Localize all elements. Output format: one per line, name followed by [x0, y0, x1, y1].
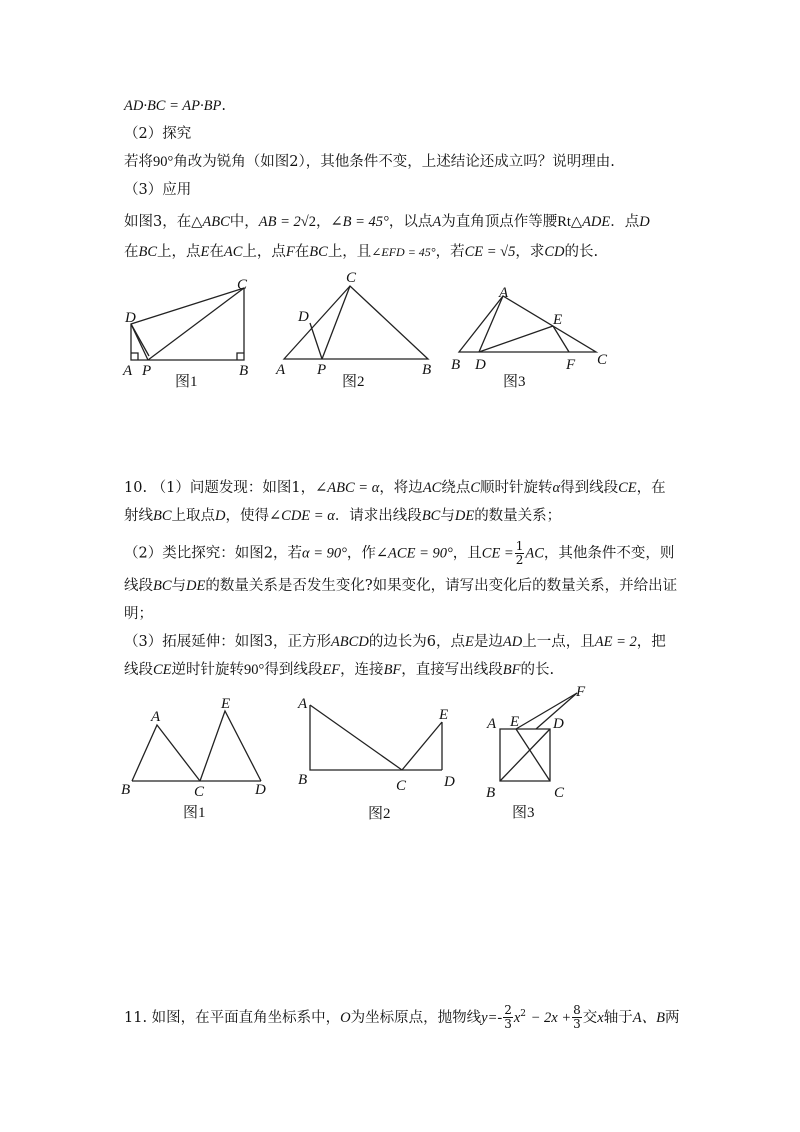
p9-fig1-label-B: B: [239, 363, 249, 379]
p11-number: 11.: [124, 1009, 148, 1026]
p9-fig3-triangle: [459, 296, 596, 352]
p10-fig3-label-A: A: [487, 716, 497, 732]
p9-fig2-caption: 图2: [342, 374, 365, 390]
p10-fig3-label-B: B: [486, 785, 496, 801]
p9-fig2-pc: [322, 286, 350, 359]
p10-number: 10.: [124, 480, 148, 496]
p9-fig3-label-D: D: [475, 357, 486, 373]
p10-fig3-caption: 图3: [512, 805, 535, 821]
p11-line1: 11. 如图，在平面直角坐标系中，O为坐标原点，抛物线y=- $\frac{2}{3}$ $x^2 - 2x$ + $\frac{8}{3}$ 交x轴于A、B两: [124, 1003, 680, 1032]
p10-line2: 射线BC上取点D，使得∠CDE = α．请求出线段BC与DE的数量关系；: [124, 508, 562, 524]
p10-fig1-triangle-abc: [132, 725, 200, 781]
p9-fig2-label-C: C: [346, 270, 357, 286]
p9-fig2-dp: [310, 323, 322, 359]
p9-fig3-ad: [479, 296, 503, 352]
p10-fig2-label-C: C: [396, 778, 407, 794]
p10-figure-3: [478, 684, 598, 824]
p9-part2-label: （2）探究: [124, 126, 192, 142]
p9-fig1-pc: [148, 288, 244, 360]
p9-fig3-caption: 图3: [503, 374, 526, 390]
p9-fig3-label-F: F: [566, 357, 576, 373]
p9-part3-line1: 如图3，在△ABC中，AB = 2√2，∠B = 45°，以点A为直角顶点作等腰Rt△ADE．点D: [124, 214, 650, 230]
p9-figure-3: [445, 282, 615, 392]
p9-part2-text: 若将90°角改为锐角（如图2），其他条件不变，上述结论还成立吗？说明理由.: [124, 154, 615, 170]
p10-fig2-caption: 图2: [368, 806, 391, 822]
p9-fig3-ef: [553, 326, 569, 352]
p9-fig1-label-D: D: [125, 310, 136, 326]
p10-fig1-triangle-ced: [200, 711, 261, 781]
p9-fig3-label-E: E: [553, 312, 563, 328]
p10-fig1-label-A: A: [151, 709, 161, 725]
p10-fig1-label-B: B: [121, 782, 131, 798]
p10-line6: （3）拓展延伸：如图3，正方形ABCD的边长为6，点E是边AD上一点，且AE = 2，把: [124, 634, 666, 650]
p9-fig2-label-D: D: [298, 309, 309, 325]
p10-fig1-label-E: E: [221, 696, 231, 712]
p10-fig2-label-A: A: [298, 696, 308, 712]
p10-fig2-label-B: B: [298, 772, 308, 788]
p9-part3-line2: 在BC上，点E在AC上，点F在BC上，且∠EFD = 45°，若CE = √5，求CD的长.: [124, 244, 599, 260]
p10-fig2-ac: [310, 705, 402, 770]
p9-fig1-label-C: C: [237, 277, 248, 293]
p11-frac-eight-thirds: $\frac{8}{3}$: [573, 1003, 581, 1032]
p9-figure-1: [115, 276, 255, 391]
p9-fig1-label-A: A: [123, 363, 133, 379]
p10-fig2-ce: [402, 722, 442, 770]
p9-fig1-dp2: [131, 324, 149, 356]
p9-fig1-right-angle-b: [237, 353, 244, 360]
p10-fig3-label-F: F: [576, 684, 586, 700]
p10-line5: 明；: [124, 606, 153, 622]
p10-fig3-label-E: E: [510, 714, 520, 730]
p10-frac-half: $\frac{1}{2}$: [515, 539, 524, 567]
p9-fig2-label-P: P: [317, 362, 327, 378]
p10-fig3-diag-bd: [500, 729, 550, 781]
p10-fig3-ec: [516, 729, 550, 781]
p10-fig1-label-D: D: [255, 782, 266, 798]
p9-fig1-quad: [131, 288, 244, 360]
p10-line7: 线段CE逆时针旋转90°得到线段EF，连接BF，直接写出线段BF的长.: [124, 662, 555, 678]
p10-fig1-caption: 图1: [183, 805, 206, 821]
p10-fig2-label-E: E: [439, 707, 449, 723]
p10-fig1-label-C: C: [194, 784, 205, 800]
p10-line3: （2）类比探究：如图2，若α = 90°，作∠ACE = 90°，且CE = $\frac{1}{2}$ AC，其他条件不变，则: [124, 539, 675, 567]
p9-fig3-label-C: C: [597, 352, 608, 368]
p9-figure-2: [270, 268, 440, 390]
p9-fig2-label-A: A: [276, 362, 286, 378]
p11-frac-two-thirds: $\frac{2}{3}$: [504, 1003, 512, 1032]
p10-fig3-label-D: D: [553, 716, 564, 732]
p9-fig1-caption: 图1: [175, 374, 198, 390]
p9-fig3-label-A: A: [499, 285, 509, 301]
p9-fig1-label-P: P: [142, 363, 152, 379]
p10-line1: 10. （1）问题发现：如图1，∠ABC = α，将边AC绕点C顺时针旋转α得到线段CE，在: [124, 480, 666, 496]
p9-fig2-label-B: B: [422, 362, 432, 378]
p10-fig3-ef: [516, 693, 577, 729]
p10-figure-1: [115, 695, 275, 825]
p10-line4: 线段BC与DE的数量关系是否发生变化?如果变化，请写出变化后的数量关系，并给出证: [124, 578, 678, 594]
p9-part3-label: （3）应用: [124, 182, 192, 198]
p10-fig2-ab-bd: [310, 705, 442, 770]
p9-fig1-right-angle-a: [131, 353, 138, 360]
p9-conclusion-math: AD·BC = AP·BP: [124, 98, 222, 114]
p10-figure-2: [290, 692, 470, 827]
p9-fig3-label-B: B: [451, 357, 461, 373]
p9-conclusion-line: AD·BC = AP·BP.: [124, 98, 226, 114]
p10-fig3-label-C: C: [554, 785, 565, 801]
p10-fig2-label-D: D: [444, 774, 455, 790]
p9-fig3-de: [479, 326, 553, 352]
